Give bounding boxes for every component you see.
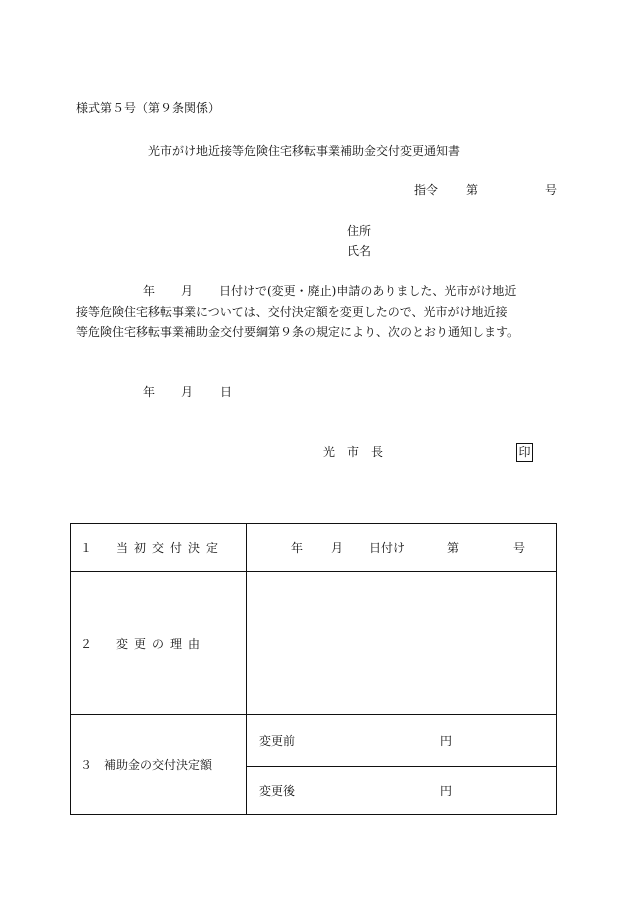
date-year: 年: [143, 385, 156, 399]
amount-before-label: 変更前: [259, 734, 296, 748]
body-month: 月: [181, 284, 194, 298]
change-details-table: [70, 523, 557, 815]
amount-after-label: 変更後: [259, 784, 296, 798]
body-line-3: 等危険住宅移転事業補助金交付要綱第９条の規定により、次のとおり通知します。: [76, 325, 520, 339]
directive-number-prefix: 第: [466, 183, 479, 197]
body-line-2: 接等危険住宅移転事業については、交付決定額を変更したので、光市がけ地近接: [76, 305, 508, 319]
amount-after-cell: [247, 767, 557, 815]
table-row-amount-before: [71, 715, 557, 767]
body-year: 年: [143, 284, 156, 298]
seal-mark: 印: [516, 443, 533, 462]
address-label: 住所: [347, 224, 372, 238]
document-title: 光市がけ地近接等危険住宅移転事業補助金交付変更通知書: [148, 144, 461, 158]
amount-after-currency: 円: [440, 784, 453, 798]
date-day: 日: [220, 385, 233, 399]
table-row-initial-decision: [71, 524, 557, 572]
date-month: 月: [181, 385, 194, 399]
change-reason-label: ２ 変更の理由: [71, 572, 247, 715]
amount-before-cell: [247, 715, 557, 767]
initial-decision-label: １ 当初交付決定: [71, 524, 247, 572]
initial-decision-value: 年 月 日付け 第 号: [247, 524, 557, 572]
directive-number-suffix: 号: [545, 183, 558, 197]
name-label: 氏名: [347, 244, 372, 258]
grant-amount-label: ３ 補助金の交付決定額: [71, 715, 247, 815]
change-reason-value: [247, 572, 557, 715]
amount-before-currency: 円: [440, 734, 453, 748]
body-line-1: 日付けで(変更・廃止)申請のありました、光市がけ地近: [219, 284, 517, 298]
form-number: 様式第５号（第９条関係）: [76, 101, 221, 115]
issuer-title: 光 市 長: [323, 445, 384, 459]
table-row-change-reason: [71, 572, 557, 715]
directive-label: 指令: [414, 183, 439, 197]
